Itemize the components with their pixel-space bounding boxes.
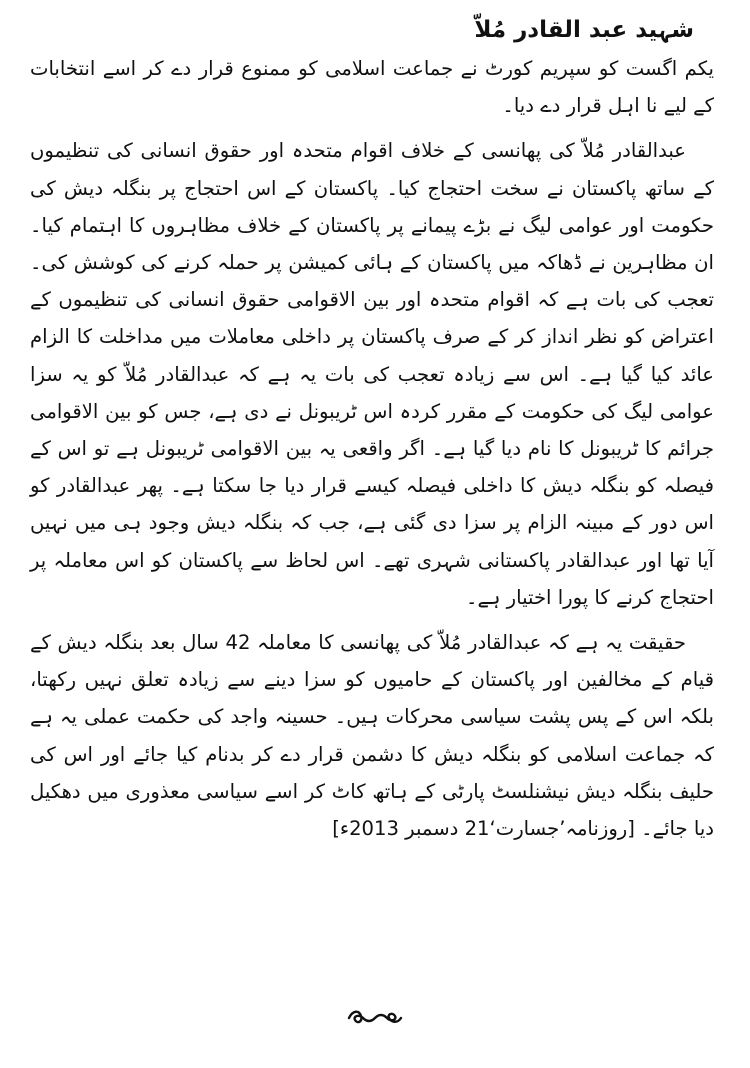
source-citation: [روزنامہ’جسارت‘21 دسمبر 2013ء] xyxy=(332,817,635,841)
paragraph-1: یکم اگست کو سپریم کورٹ نے جماعت اسلامی کو ممنوع قرار دے کر اسے انتخابات کے لیے نا اہل قرار دے دیا۔ xyxy=(30,57,714,118)
paragraph-3 xyxy=(30,624,714,847)
document-heading: شہید عبد القادر مُلاّ xyxy=(474,17,694,43)
paragraph-3-text: حقیقت یہ ہے کہ عبدالقادر مُلاّ کی پھانسی کا معاملہ 42 سال بعد بنگلہ دیش کے قیام کے مخالفین اور پاکستان کے حامیوں کو سزا دینے سے زیادہ تعلق نہیں رکھتا، بلکہ اس کے پس پشت سیاسی محرکات ہیں۔ حسینہ واجد کی حکمت عملی یہ ہے کہ جماعت اسلامی کو بنگلہ دیش کا دشمن قرار دے کر بدنام کیا جائے اور اس کی حلیف بنگلہ دیش نیشنلسٹ پارٹی کے ہاتھ کاٹ کر اسے سیاسی معذوری میں دھکیل دیا جائے۔ xyxy=(30,631,714,841)
decorative-flourish-icon xyxy=(0,1000,750,1036)
paragraph-2: عبدالقادر مُلاّ کی پھانسی کے خلاف اقوام متحدہ اور حقوق انسانی کی تنظیموں کے ساتھ پاکستان نے سخت احتجاج کیا۔ پاکستان کے اس احتجاج پر بنگلہ دیش کی حکومت اور عوامی لیگ نے بڑے پیمانے پر پاکستان کے خلاف مظاہروں کا اہتمام کیا۔ ان مظاہرین نے ڈھاکہ میں پاکستان کے ہائی کمیشن پر حملہ کرنے کی کوشش کی۔ تعجب کی بات ہے کہ اقوام متحدہ اور بین الاقوامی حقوق انسانی کی تنظیموں کے اعتراض کو نظر انداز کر کے صرف پاکستان پر داخلی معاملات میں مداخلت کا الزام عائد کیا گیا ہے۔ اس سے زیادہ تعجب کی بات یہ ہے کہ عبدالقادر مُلاّ کو یہ سزا عوامی لیگ کی حکومت کے مقرر کردہ اس ٹریبونل نے دی ہے، جس کو بین الاقوامی جرائم کا ٹریبونل کا نام دیا گیا ہے۔ اگر واقعی یہ بین الاقوامی ٹریبونل ہے تو اس کے فیصلہ کو بنگلہ دیش کا داخلی فیصلہ کیسے قرار دیا جا سکتا ہے۔ پھر عبدالقادر کو اس دور کے مبینہ الزام پر سزا دی گئی ہے، جب کہ بنگلہ دیش وجود ہی میں نہیں آیا تھا اور عبدالقادر پاکستانی شہری تھے۔ اس لحاظ سے پاکستان کو اس معاملہ پر احتجاج کرنے کا پورا اختیار ہے۔ xyxy=(30,139,714,609)
